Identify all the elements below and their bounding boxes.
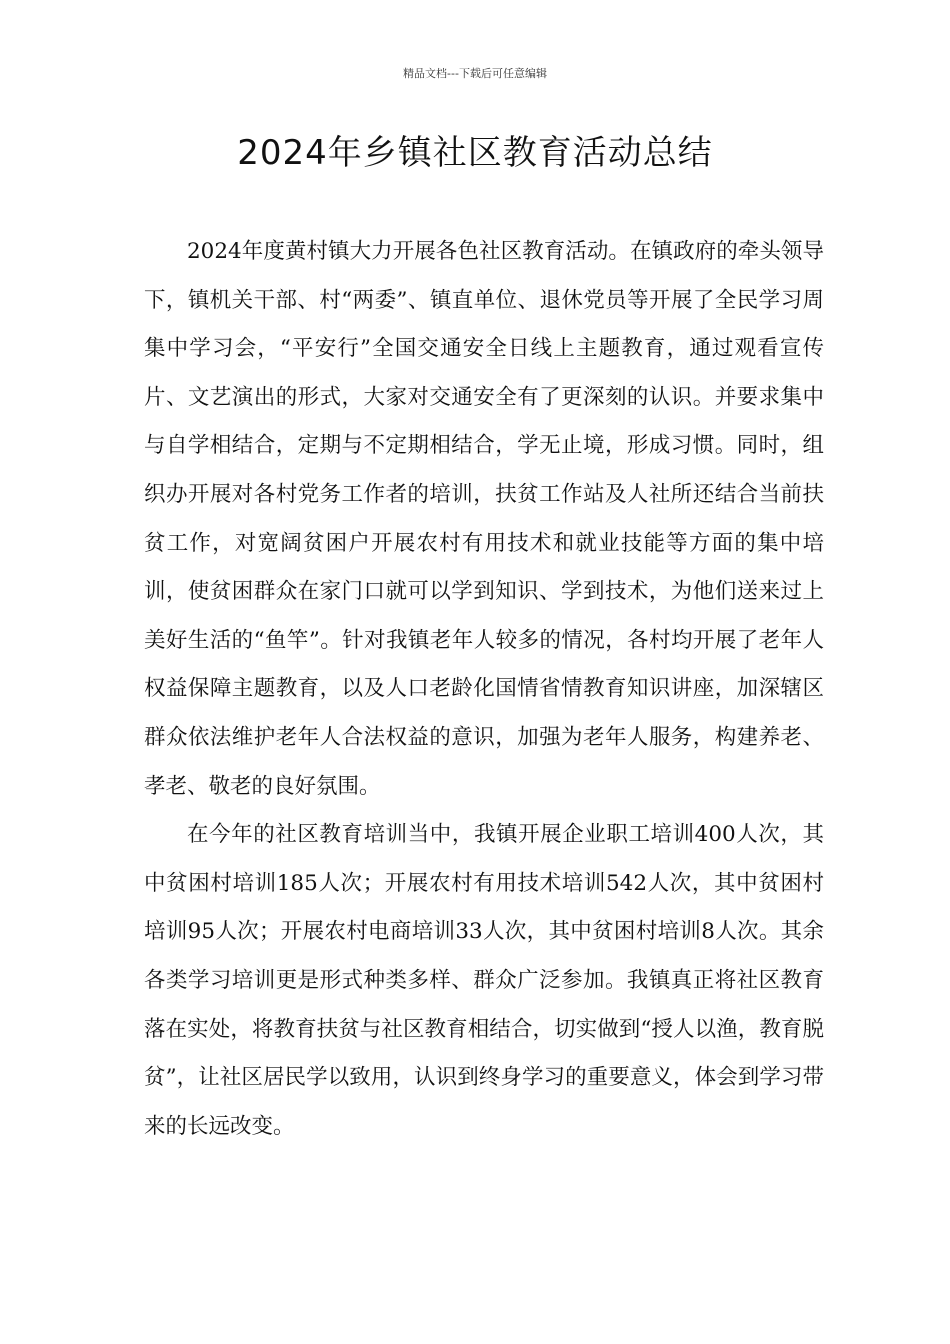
document-title: 2024年乡镇社区教育活动总结 — [237, 133, 713, 173]
document-body — [144, 228, 824, 1151]
paragraph-2: 在今年的社区教育培训当中，我镇开展企业职工培训400人次，其中贫困村培训185人次；开展农村有用技术培训542人次，其中贫困村培训95人次；开展农村电商培训33人次，其中贫困村培训8人次。其余各类学习培训更是形式种类多样、群众广泛参加。我镇真正将社区教育落在实处，将教育扶贫与社区教育相结合，切实做到“授人以渔，教育脱贫”，让社区居民学以致用，认识到终身学习的重要意义，体会到学习带来的长远改变。 — [144, 822, 824, 1139]
paragraph-1: 2024年度黄村镇大力开展各色社区教育活动。在镇政府的牵头领导下，镇机关干部、村“两委”、镇直单位、退休党员等开展了全民学习周集中学习会，“平安行”全国交通安全日线上主题教育，通过观看宣传片、文艺演出的形式，大家对交通安全有了更深刻的认识。并要求集中与自学相结合，定期与不定期相结合，学无止境，形成习惯。同时，组织办开展对各村党务工作者的培训，扶贫工作站及人社所还结合当前扶贫工作，对宽阔贫困户开展农村有用技术和就业技能等方面的集中培训，使贫困群众在家门口就可以学到知识、学到技术，为他们送来过上美好生活的“鱼竿”。针对我镇老年人较多的情况，各村均开展了老年人权益保障主题教育，以及人口老龄化国情省情教育知识讲座，加深辖区群众依法维护老年人合法权益的意识，加强为老年人服务，构建养老、孝老、敬老的良好氛围。 — [144, 239, 824, 799]
header-note: 精品文档---下载后可任意编辑 — [403, 67, 547, 80]
